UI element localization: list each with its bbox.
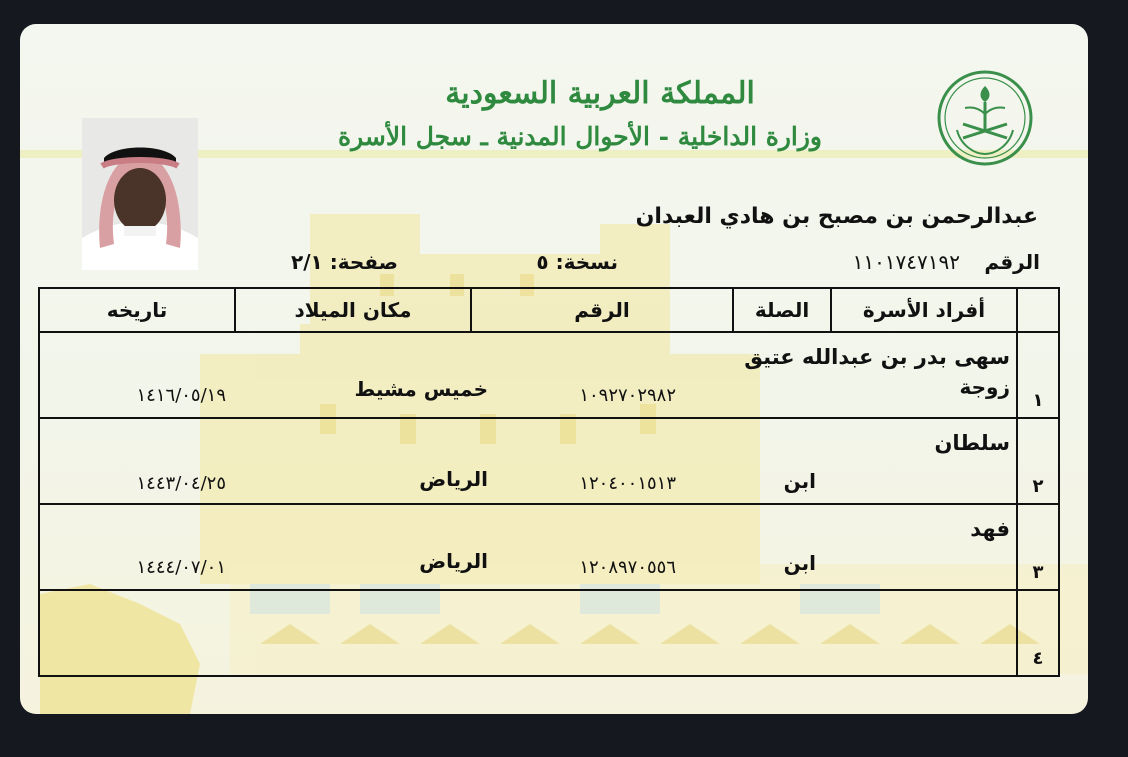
member-birthdate: ١٤١٦/٠٥/١٩ <box>136 385 226 406</box>
member-id: ١٠٩٢٧٠٢٩٨٢ <box>579 385 676 406</box>
saudi-emblem-icon <box>935 68 1035 168</box>
row-content <box>39 332 1017 418</box>
member-relation: ابن <box>783 469 816 493</box>
member-id: ١٢٠٨٩٧٠٥٥٦ <box>579 557 676 578</box>
member-birthplace: خميس مشيط <box>354 377 488 401</box>
col-index-header <box>1017 288 1059 332</box>
col-relation-header: الصلة <box>733 288 831 332</box>
holder-id-label: الرقم <box>984 250 1040 274</box>
member-name: سهى بدر بن عبدالله عتيق <box>744 345 1010 369</box>
member-birthplace: الرياض <box>419 467 488 491</box>
row-content <box>39 418 1017 504</box>
row-number: ٤ <box>1017 590 1059 676</box>
member-birthplace: الرياض <box>419 549 488 573</box>
row-number: ٣ <box>1017 504 1059 590</box>
col-birthdate-header: تاريخه <box>39 288 235 332</box>
col-id-header: الرقم <box>471 288 733 332</box>
member-id: ١٢٠٤٠٠١٥١٣ <box>579 473 676 494</box>
kingdom-title: المملكة العربية السعودية <box>445 76 755 111</box>
table-header-row <box>39 288 1059 332</box>
table-row <box>39 504 1059 590</box>
copy-number: نسخة: ٥ <box>536 250 618 274</box>
member-relation: ابن <box>783 551 816 575</box>
ministry-title: وزارة الداخلية - الأحوال المدنية ـ سجل الأسرة <box>338 122 822 151</box>
member-birthdate: ١٤٤٤/٠٧/٠١ <box>136 557 226 578</box>
member-birthdate: ١٤٤٣/٠٤/٢٥ <box>136 473 226 494</box>
family-members-table <box>38 287 1060 677</box>
col-birthplace-header: مكان الميلاد <box>235 288 471 332</box>
member-name: فهد <box>970 517 1010 541</box>
row-content <box>39 590 1017 676</box>
table-row <box>39 590 1059 676</box>
table-row <box>39 418 1059 504</box>
row-number: ٢ <box>1017 418 1059 504</box>
row-number: ١ <box>1017 332 1059 418</box>
col-members-header: أفراد الأسرة <box>831 288 1017 332</box>
holder-id-value: ١١٠١٧٤٧١٩٢ <box>852 250 960 274</box>
row-content <box>39 504 1017 590</box>
member-relation: زوجة <box>959 375 1010 399</box>
page-number: صفحة: ٢/١ <box>291 250 398 274</box>
holder-name: عبدالرحمن بن مصبح بن هادي العبدان <box>635 204 1038 229</box>
member-name: سلطان <box>934 431 1010 455</box>
table-row <box>39 332 1059 418</box>
holder-photo <box>82 118 198 270</box>
